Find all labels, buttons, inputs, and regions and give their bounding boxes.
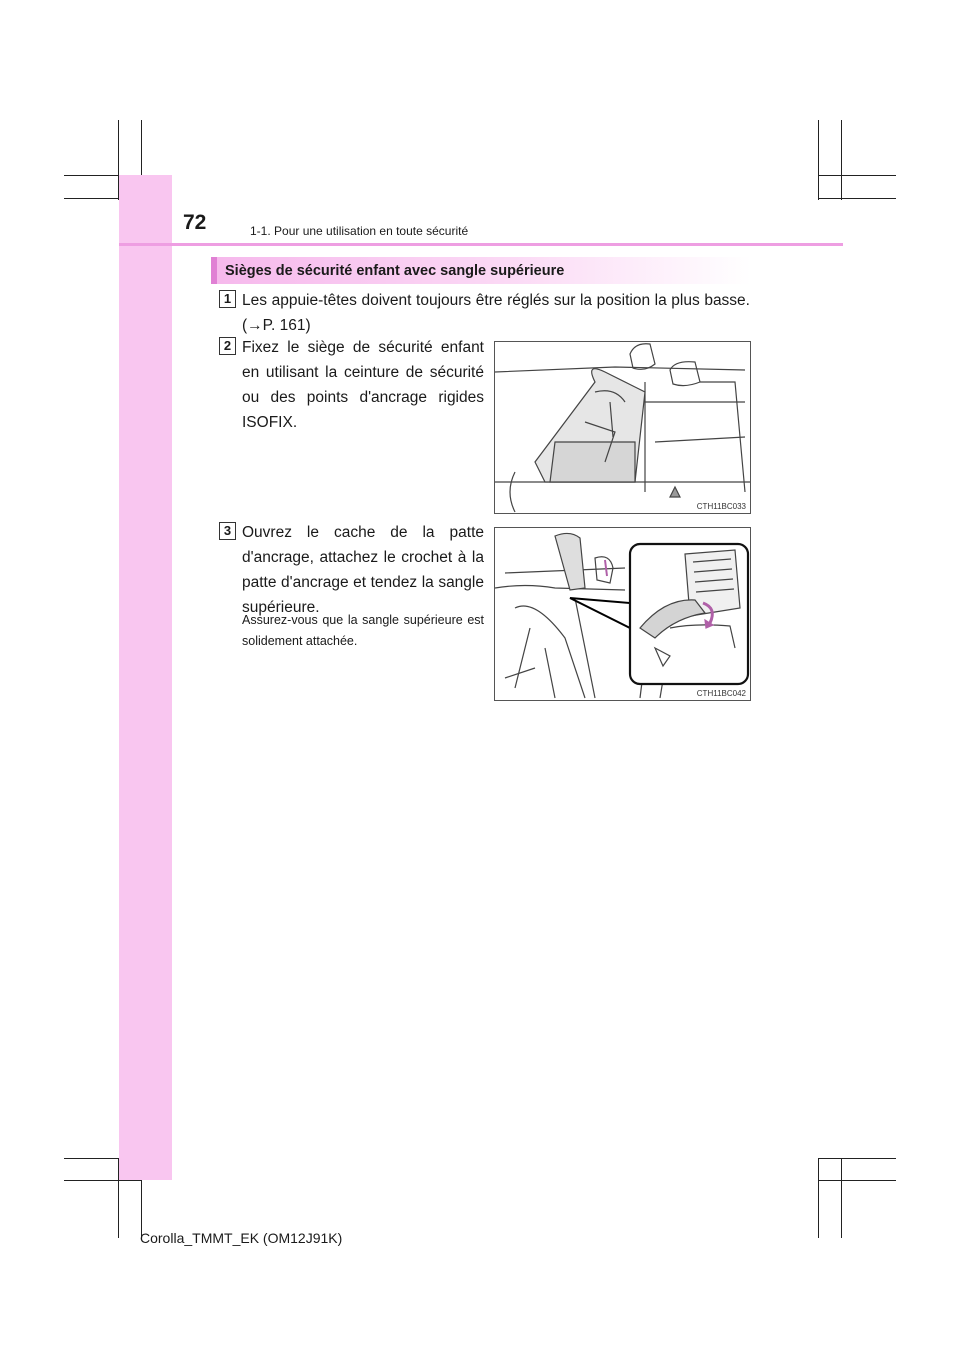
crop-mark [818,1180,896,1181]
box-header [211,257,751,284]
section-title: 1-1. Pour une utilisation en toute sécurité [250,224,469,238]
crop-mark [841,120,842,200]
figure-code: CTH11BC033 [696,502,746,511]
step-note: Assurez-vous que la sangle supérieure est solidement attachée. [242,613,484,648]
top-strap-illustration [495,528,750,700]
step-number: 2 [219,337,236,355]
header-rule [119,243,843,246]
crop-mark [818,120,819,200]
crop-mark [64,1180,142,1181]
step-number: 3 [219,522,236,540]
step-text: Ouvrez le cache de la patte d'ancrage, attachez le crochet à la patte d'ancrage et tendez la sangle supérieure. [242,524,484,616]
figure-child-seat [494,341,751,514]
crop-mark [841,1158,842,1238]
child-seat-illustration [495,342,750,513]
box-title: Sièges de sécurité enfant avec sangle supérieure [225,263,565,279]
figure-code: CTH11BC042 [696,689,746,698]
chapter-sidebar [119,175,172,1180]
crop-mark [818,1158,896,1159]
step-text: Fixez le siège de sécurité enfant en utilisant la ceinture de sécurité ou des points d'ancrage rigides ISOFIX. [242,339,484,431]
page-number: 72 [183,211,207,234]
figure-top-strap [494,527,751,701]
box-header-bar [211,257,217,284]
crop-mark [818,198,896,199]
step-number: 1 [219,290,236,308]
step-text: Les appuie-têtes doivent toujours être réglés sur la position la plus basse. (→P. 161) [242,292,750,334]
crop-mark [818,1158,819,1238]
crop-mark [818,175,896,176]
footer-text: Corolla_TMMT_EK (OM12J91K) [140,1230,343,1246]
